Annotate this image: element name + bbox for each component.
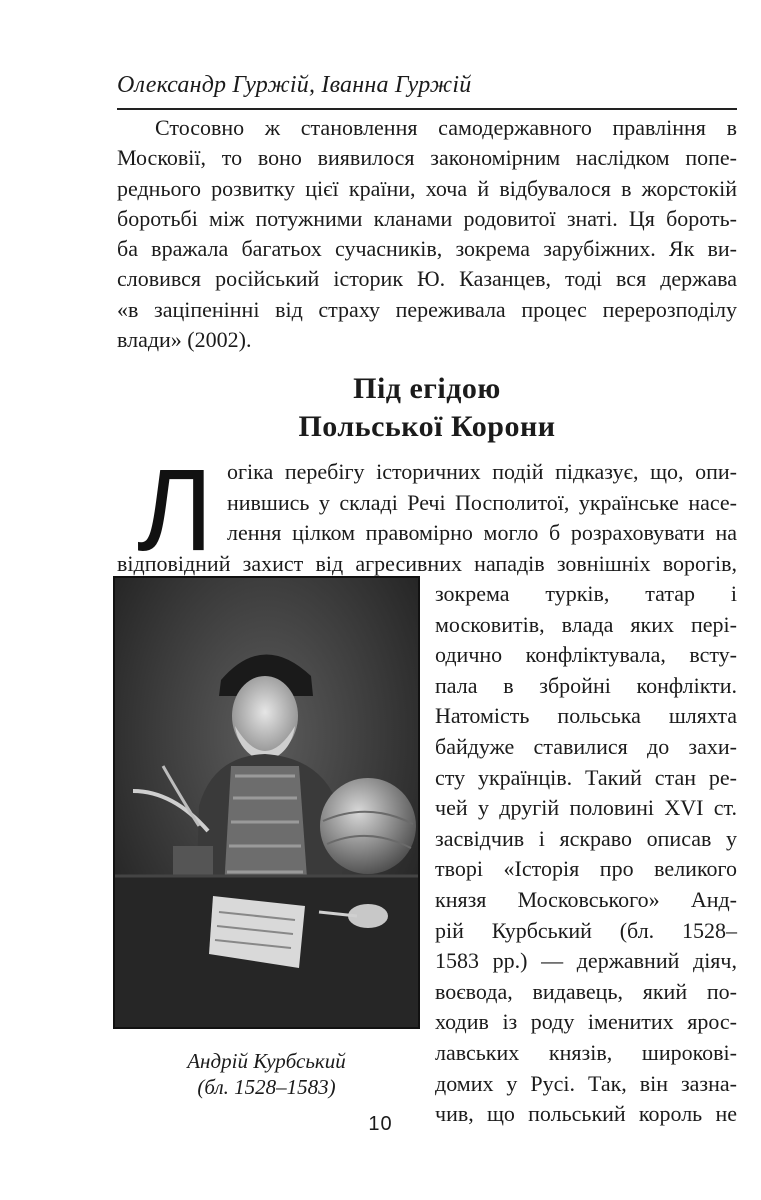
text-line: боротьбі між потужними кланами родовитої знаті. Ця бороть- [117, 205, 737, 231]
portrait-caption [113, 1048, 420, 1100]
text-line: влади» (2002). [117, 327, 252, 353]
text-line: рій Курбський (бл. 1528– [435, 917, 737, 943]
text-line: воєвода, видавець, який по- [435, 978, 737, 1004]
text-line: Московії, то воно виявилося закономірним наслідком попе- [117, 145, 737, 171]
text-line: відповідний захист від агресивних нападів зовнішніх ворогів, [117, 551, 737, 576]
text-line: Стосовно ж становлення самодержавного правління в [155, 115, 737, 140]
portrait-drawing [113, 576, 420, 1029]
paragraph-column-lines [435, 579, 737, 1130]
text-line: лення цілком правомірно могло б розраховувати на [227, 520, 737, 546]
text-line: лавських князів, широкові- [435, 1039, 737, 1065]
text-line: чив, що польський король не [435, 1101, 737, 1127]
text-line: «в заціпенінні від страху переживала процес перерозподілу [117, 296, 737, 322]
paragraph-dropcap-lines [227, 457, 737, 549]
section-heading-line-2: Польської Корони [298, 410, 556, 443]
section-heading-line-1: Під егідою [353, 372, 501, 405]
text-line: реднього розвитку цієї країни, хоча й відбувалося в жорстокій [117, 175, 737, 201]
caption-dates: (бл. 1528–1583) [197, 1075, 336, 1099]
page-number: 10 [368, 1113, 393, 1135]
text-line: Натомість польська шляхта [435, 703, 737, 729]
caption-name: Андрій Курбський [187, 1049, 346, 1073]
running-head: Олександр Гуржій, Іванна Гуржій [117, 72, 472, 98]
text-line: домих у Русі. Так, він зазна- [435, 1070, 737, 1096]
text-line: князя Московського» Анд- [435, 886, 737, 912]
drop-cap: Л [137, 445, 214, 575]
text-line: байдуже ставилися до захи- [435, 733, 737, 759]
text-line: зокрема турків, татар і [435, 581, 737, 606]
text-line: засвідчив і яскраво описав у [435, 825, 737, 851]
text-line: ба вражала багатьох сучасників, зокрема зарубіжних. Як ви- [117, 236, 737, 262]
text-line: московитів, влада яких пері- [435, 611, 737, 637]
paragraph-moscovy [117, 113, 737, 355]
text-line: огіка перебігу історичних подій підказує, що, опи- [227, 459, 737, 484]
text-line: словився російський історик Ю. Казанцев, тоді вся держава [117, 266, 737, 292]
text-line: одично конфліктувала, всту- [435, 642, 737, 668]
header-rule [117, 108, 737, 110]
text-line: сту українців. Такий стан ре- [435, 764, 737, 790]
paragraph-full-width-line [117, 549, 737, 580]
portrait-image [113, 576, 420, 1029]
text-line: чей у другій половині XVI ст. [435, 795, 737, 821]
text-line: нившись у складі Речі Посполитої, українське насе- [227, 489, 737, 515]
text-line: ходив із роду іменитих ярос- [435, 1009, 737, 1035]
text-line: 1583 рр.) — державний діяч, [435, 948, 737, 974]
text-line: пала в збройні конфлікти. [435, 672, 737, 698]
text-line: творі «Історія про великого [435, 856, 737, 882]
